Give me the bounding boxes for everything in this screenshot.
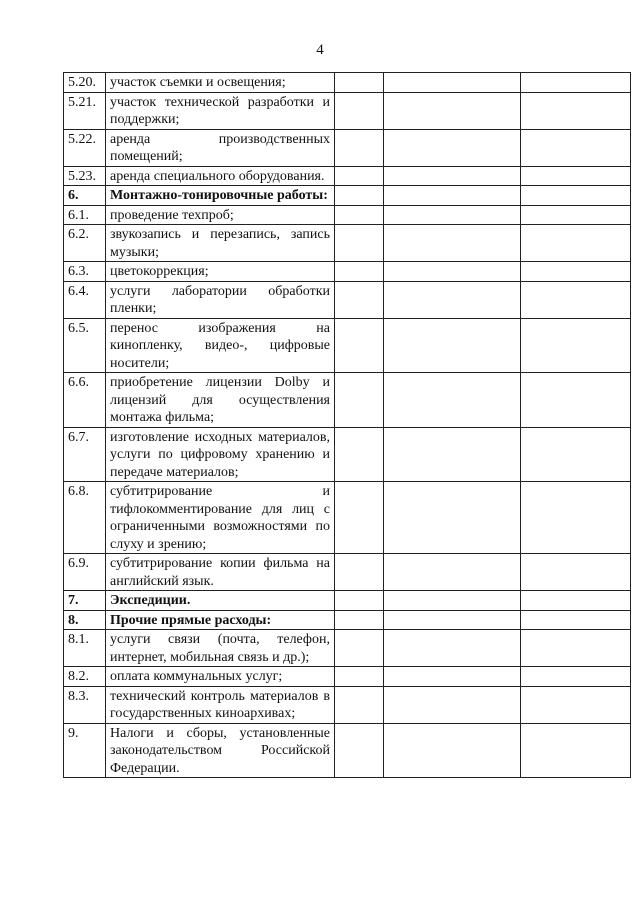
empty-cell <box>335 281 384 318</box>
empty-cell <box>335 686 384 723</box>
table-row <box>64 427 631 482</box>
row-number: 5.23. <box>64 166 106 186</box>
row-text: Экспедиции. <box>106 591 335 611</box>
row-number: 8.2. <box>64 667 106 687</box>
empty-cell <box>335 92 384 129</box>
empty-cell <box>384 667 521 687</box>
row-number: 6.6. <box>64 373 106 428</box>
empty-cell <box>335 262 384 282</box>
empty-cell <box>335 73 384 93</box>
row-text: перенос изображения на кинопленку, видео-, цифровые носители; <box>106 318 335 373</box>
empty-cell <box>521 262 631 282</box>
empty-cell <box>384 262 521 282</box>
empty-cell <box>521 373 631 428</box>
row-text: звукозапись и перезапись, запись музыки; <box>106 225 335 262</box>
empty-cell <box>384 591 521 611</box>
row-text: проведение техпроб; <box>106 205 335 225</box>
row-text: Налоги и сборы, установленные законодательством Российской Федерации. <box>106 723 335 778</box>
table-row <box>64 225 631 262</box>
empty-cell <box>521 281 631 318</box>
empty-cell <box>384 129 521 166</box>
row-text: Прочие прямые расходы: <box>106 610 335 630</box>
row-text: участок технической разработки и поддержки; <box>106 92 335 129</box>
empty-cell <box>335 610 384 630</box>
empty-cell <box>335 318 384 373</box>
row-text: технический контроль материалов в государственных киноархивах; <box>106 686 335 723</box>
row-text: аренда производственных помещений; <box>106 129 335 166</box>
empty-cell <box>521 92 631 129</box>
table-row <box>64 281 631 318</box>
row-number: 5.21. <box>64 92 106 129</box>
empty-cell <box>335 205 384 225</box>
empty-cell <box>335 186 384 206</box>
page-number: 4 <box>316 42 324 58</box>
row-text: Монтажно-тонировочные работы: <box>106 186 335 206</box>
empty-cell <box>521 205 631 225</box>
row-text: субтитрирование копии фильма на английский язык. <box>106 554 335 591</box>
row-number: 8.3. <box>64 686 106 723</box>
row-number: 6.1. <box>64 205 106 225</box>
row-text: субтитрирование и тифлокомментирование для лиц с ограниченными возможностями по слуху и зрению; <box>106 482 335 554</box>
empty-cell <box>521 166 631 186</box>
table-row <box>64 482 631 554</box>
row-number: 9. <box>64 723 106 778</box>
empty-cell <box>335 373 384 428</box>
row-number: 6.7. <box>64 427 106 482</box>
empty-cell <box>521 427 631 482</box>
empty-cell <box>521 686 631 723</box>
empty-cell <box>521 186 631 206</box>
table-row <box>64 630 631 667</box>
empty-cell <box>384 610 521 630</box>
empty-cell <box>521 318 631 373</box>
empty-cell <box>384 723 521 778</box>
row-number: 8. <box>64 610 106 630</box>
table-row <box>64 318 631 373</box>
empty-cell <box>335 667 384 687</box>
table-row <box>64 554 631 591</box>
row-number: 7. <box>64 591 106 611</box>
empty-cell <box>521 554 631 591</box>
table-row <box>64 667 631 687</box>
row-number: 6.9. <box>64 554 106 591</box>
empty-cell <box>335 427 384 482</box>
empty-cell <box>335 225 384 262</box>
row-text: приобретение лицензии Dolby и лицензий для осуществления монтажа фильма; <box>106 373 335 428</box>
table-row <box>64 73 631 93</box>
empty-cell <box>384 554 521 591</box>
row-number: 6.2. <box>64 225 106 262</box>
empty-cell <box>384 225 521 262</box>
row-number: 5.20. <box>64 73 106 93</box>
row-number: 6. <box>64 186 106 206</box>
empty-cell <box>521 630 631 667</box>
empty-cell <box>384 318 521 373</box>
row-text: оплата коммунальных услуг; <box>106 667 335 687</box>
table-row <box>64 591 631 611</box>
empty-cell <box>335 482 384 554</box>
empty-cell <box>384 630 521 667</box>
row-text: аренда специального оборудования. <box>106 166 335 186</box>
empty-cell <box>384 281 521 318</box>
row-text: услуги лаборатории обработки пленки; <box>106 281 335 318</box>
empty-cell <box>335 129 384 166</box>
empty-cell <box>384 166 521 186</box>
table-row <box>64 92 631 129</box>
row-number: 5.22. <box>64 129 106 166</box>
empty-cell <box>384 427 521 482</box>
empty-cell <box>335 630 384 667</box>
table-row <box>64 129 631 166</box>
row-number: 6.4. <box>64 281 106 318</box>
empty-cell <box>521 73 631 93</box>
empty-cell <box>335 554 384 591</box>
empty-cell <box>384 186 521 206</box>
table-row <box>64 373 631 428</box>
empty-cell <box>521 591 631 611</box>
row-number: 6.5. <box>64 318 106 373</box>
table-row <box>64 610 631 630</box>
table-row <box>64 723 631 778</box>
table-row <box>64 186 631 206</box>
table-row <box>64 262 631 282</box>
row-number: 6.3. <box>64 262 106 282</box>
empty-cell <box>335 166 384 186</box>
table-row <box>64 166 631 186</box>
empty-cell <box>521 667 631 687</box>
row-number: 8.1. <box>64 630 106 667</box>
empty-cell <box>521 225 631 262</box>
expense-table <box>63 72 631 778</box>
row-text: услуги связи (почта, телефон, интернет, мобильная связь и др.); <box>106 630 335 667</box>
empty-cell <box>521 482 631 554</box>
empty-cell <box>335 723 384 778</box>
empty-cell <box>521 129 631 166</box>
expense-table-body <box>64 73 631 778</box>
row-text: участок съемки и освещения; <box>106 73 335 93</box>
empty-cell <box>384 686 521 723</box>
empty-cell <box>384 92 521 129</box>
empty-cell <box>384 73 521 93</box>
empty-cell <box>384 373 521 428</box>
empty-cell <box>384 482 521 554</box>
empty-cell <box>335 591 384 611</box>
table-row <box>64 205 631 225</box>
empty-cell <box>521 610 631 630</box>
empty-cell <box>384 205 521 225</box>
row-text: цветокоррекция; <box>106 262 335 282</box>
row-text: изготовление исходных материалов, услуги по цифровому хранению и передаче материалов; <box>106 427 335 482</box>
table-row <box>64 686 631 723</box>
row-number: 6.8. <box>64 482 106 554</box>
empty-cell <box>521 723 631 778</box>
